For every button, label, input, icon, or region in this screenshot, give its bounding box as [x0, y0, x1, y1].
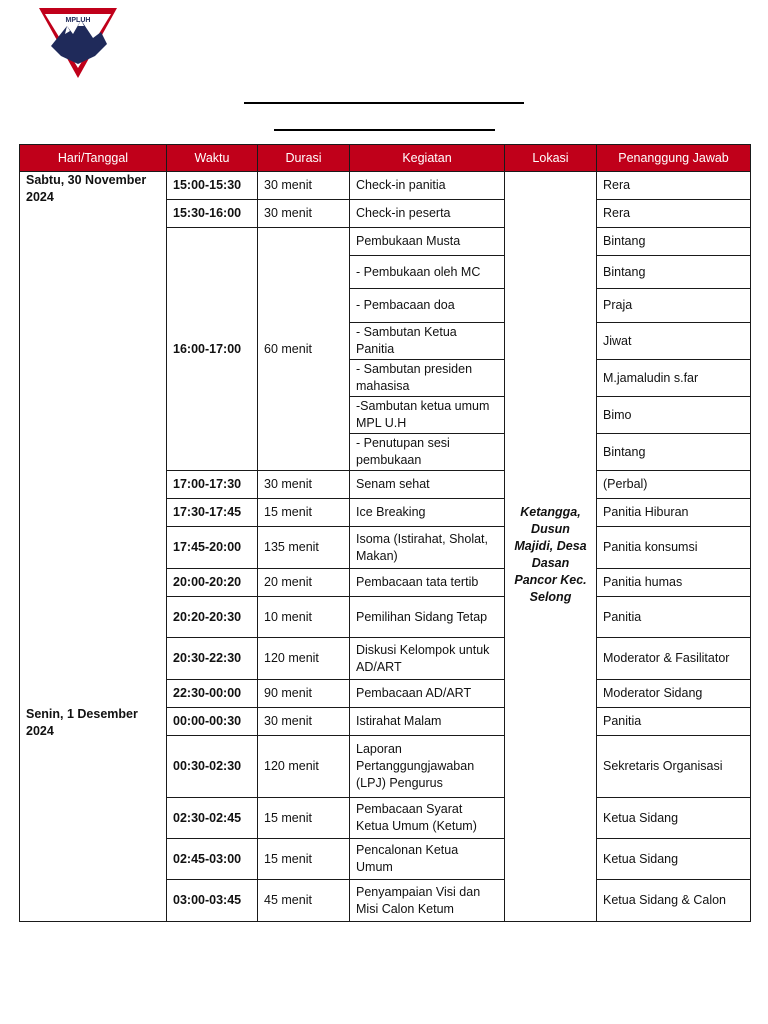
pic-cell: Panitia — [597, 708, 751, 736]
day-label: Senin, 1 Desember 2024 — [26, 707, 138, 738]
time-cell: 15:00-15:30 — [167, 172, 258, 200]
time-cell: 20:00-20:20 — [167, 569, 258, 597]
pic-cell: Ketua Sidang — [597, 839, 751, 880]
time-cell: 00:00-00:30 — [167, 708, 258, 736]
header-waktu: Waktu — [167, 145, 258, 172]
header-lokasi: Lokasi — [505, 145, 597, 172]
activity-cell: Diskusi Kelompok untuk AD/ART — [350, 638, 505, 680]
time-cell: 02:45-03:00 — [167, 839, 258, 880]
pic-cell: Praja — [597, 289, 751, 323]
duration-cell: 30 menit — [258, 471, 350, 499]
duration-cell: 15 menit — [258, 839, 350, 880]
duration-cell: 10 menit — [258, 597, 350, 638]
header-kegiatan: Kegiatan — [350, 145, 505, 172]
pic-cell: Panitia Hiburan — [597, 499, 751, 527]
duration-cell: 30 menit — [258, 200, 350, 228]
activity-cell: - Pembukaan oleh MC — [350, 256, 505, 289]
time-cell: 20:20-20:30 — [167, 597, 258, 638]
mpluh-logo — [37, 6, 119, 80]
activity-cell: Pencalonan Ketua Umum — [350, 839, 505, 880]
pic-cell: (Perbal) — [597, 471, 751, 499]
duration-cell: 135 menit — [258, 527, 350, 569]
time-cell: 20:30-22:30 — [167, 638, 258, 680]
duration-cell: 15 menit — [258, 499, 350, 527]
pic-cell: Ketua Sidang — [597, 798, 751, 839]
header-hari-tanggal: Hari/Tanggal — [20, 145, 167, 172]
pic-cell: Bintang — [597, 434, 751, 471]
time-cell: 17:45-20:00 — [167, 527, 258, 569]
duration-cell: 60 menit — [258, 228, 350, 471]
title-underline — [244, 102, 524, 104]
activity-cell: Pembacaan AD/ART — [350, 680, 505, 708]
table-row — [20, 172, 751, 200]
activity-cell: Check-in peserta — [350, 200, 505, 228]
pic-cell: Panitia konsumsi — [597, 527, 751, 569]
duration-cell: 15 menit — [258, 798, 350, 839]
time-cell: 22:30-00:00 — [167, 680, 258, 708]
activity-cell: Pembacaan Syarat Ketua Umum (Ketum) — [350, 798, 505, 839]
duration-cell: 30 menit — [258, 708, 350, 736]
pic-cell: Rera — [597, 200, 751, 228]
activity-cell: Laporan Pertanggungjawaban (LPJ) Pengurus — [350, 736, 505, 798]
activity-cell: Isoma (Istirahat, Sholat, Makan) — [350, 527, 505, 569]
header-penanggung-jawab: Penanggung Jawab — [597, 145, 751, 172]
pic-cell: Ketua Sidang & Calon — [597, 880, 751, 922]
duration-cell: 45 menit — [258, 880, 350, 922]
pic-cell: Rera — [597, 172, 751, 200]
header-durasi: Durasi — [258, 145, 350, 172]
pic-cell: Moderator Sidang — [597, 680, 751, 708]
time-cell: 00:30-02:30 — [167, 736, 258, 798]
pic-cell: Panitia humas — [597, 569, 751, 597]
duration-cell: 120 menit — [258, 638, 350, 680]
duration-cell: 30 menit — [258, 172, 350, 200]
location-cell — [505, 172, 597, 922]
table-header-row — [20, 145, 751, 172]
activity-cell: Istirahat Malam — [350, 708, 505, 736]
pic-cell: Sekretaris Organisasi — [597, 736, 751, 798]
time-cell: 15:30-16:00 — [167, 200, 258, 228]
time-cell: 02:30-02:45 — [167, 798, 258, 839]
subtitle-underline — [274, 129, 495, 131]
day-cell — [20, 172, 167, 922]
pic-cell: Panitia — [597, 597, 751, 638]
activity-cell: Check-in panitia — [350, 172, 505, 200]
time-cell: 03:00-03:45 — [167, 880, 258, 922]
pic-cell: Bimo — [597, 397, 751, 434]
duration-cell: 20 menit — [258, 569, 350, 597]
duration-cell: 90 menit — [258, 680, 350, 708]
time-cell: 17:00-17:30 — [167, 471, 258, 499]
activity-cell: Pemilihan Sidang Tetap — [350, 597, 505, 638]
pic-cell: Bintang — [597, 256, 751, 289]
logo-text: MPLUH — [65, 17, 91, 24]
activity-cell: - Sambutan presiden mahasisa — [350, 360, 505, 397]
activity-cell: Pembacaan tata tertib — [350, 569, 505, 597]
activity-cell: Senam sehat — [350, 471, 505, 499]
activity-cell: - Sambutan Ketua Panitia — [350, 323, 505, 360]
day-label: Sabtu, 30 November 2024 — [26, 173, 147, 204]
activity-cell: - Penutupan sesi pembukaan — [350, 434, 505, 471]
time-cell: 16:00-17:00 — [167, 228, 258, 471]
pic-cell: Bintang — [597, 228, 751, 256]
activity-cell: -Sambutan ketua umum MPL U.H — [350, 397, 505, 434]
activity-cell: Ice Breaking — [350, 499, 505, 527]
time-cell: 17:30-17:45 — [167, 499, 258, 527]
activity-cell: Penyampaian Visi dan Misi Calon Ketum — [350, 880, 505, 922]
duration-cell: 120 menit — [258, 736, 350, 798]
schedule-table — [19, 144, 751, 922]
activity-cell: Pembukaan Musta — [350, 228, 505, 256]
pic-cell: Jiwat — [597, 323, 751, 360]
activity-cell: - Pembacaan doa — [350, 289, 505, 323]
pic-cell: M.jamaludin s.far — [597, 360, 751, 397]
pic-cell: Moderator & Fasilitator — [597, 638, 751, 680]
location-label: Ketangga, Dusun Majidi, Desa Dasan Pancor Kec. Selong — [514, 504, 587, 604]
